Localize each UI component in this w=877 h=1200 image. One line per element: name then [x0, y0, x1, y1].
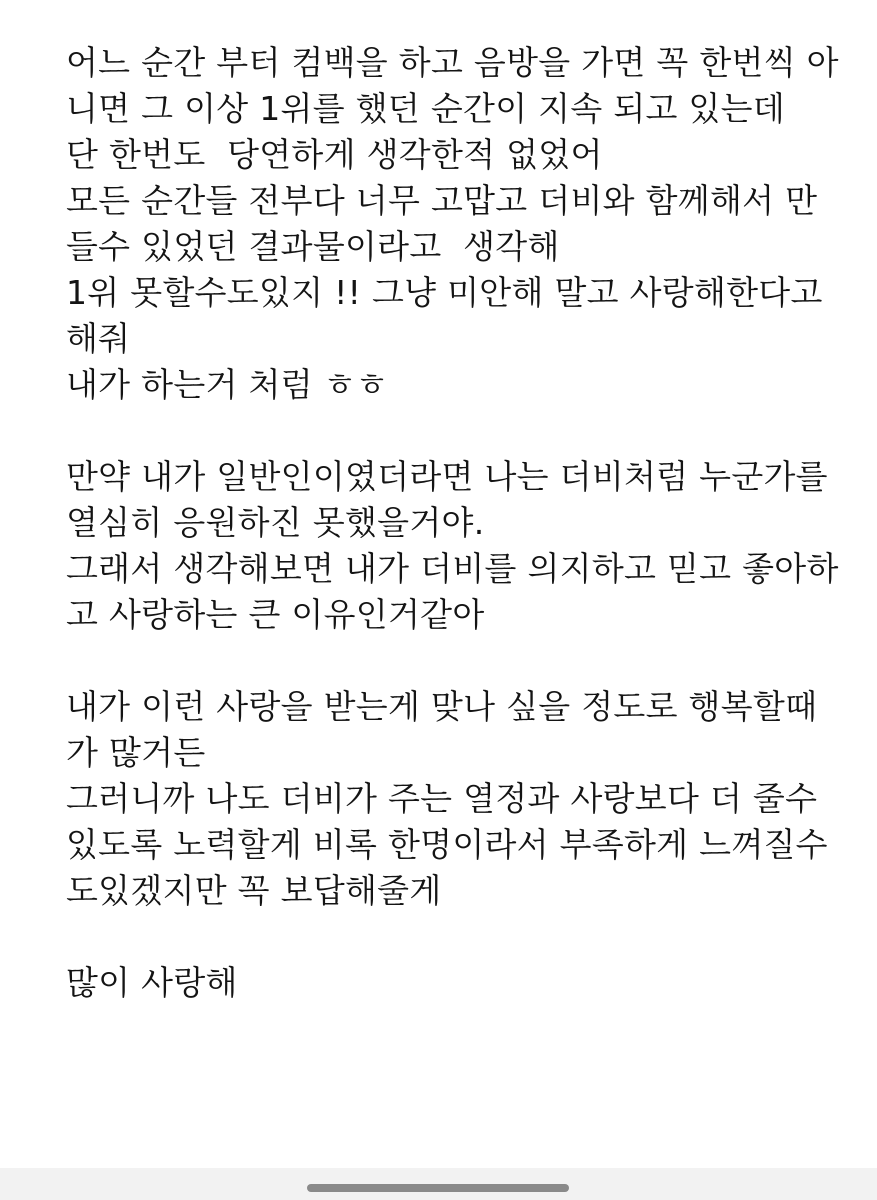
text-line: 그래서 생각해보면 내가 더비를 의지하고 믿고 좋아하 — [66, 549, 839, 588]
blank-line — [66, 638, 856, 684]
text-line: 있도록 노력할게 비록 한명이라서 부족하게 느껴질수 — [66, 825, 828, 864]
text-line: 열심히 응원하진 못했을거야. — [66, 503, 485, 542]
text-line: 모든 순간들 전부다 너무 고맙고 더비와 함께해서 만 — [66, 181, 818, 220]
text-line: 어느 순간 부터 컴백을 하고 음방을 가면 꼭 한번씩 아 — [66, 43, 839, 82]
text-line: 단 한번도 당연하게 생각한적 없었어 — [66, 135, 603, 174]
text-line: 니면 그 이상 1위를 했던 순간이 지속 되고 있는데 — [66, 89, 785, 128]
paragraph — [66, 454, 856, 638]
paragraph — [66, 960, 856, 1006]
text-line: 들수 있었던 결과물이라고 생각해 — [66, 227, 560, 266]
paragraph — [66, 40, 856, 408]
blank-line — [66, 408, 856, 454]
home-indicator[interactable] — [307, 1184, 569, 1192]
text-line: 내가 이런 사랑을 받는게 맞나 싶을 정도로 행복할때 — [66, 687, 818, 726]
text-line: 내가 하는거 처럼 ㅎㅎ — [66, 365, 388, 404]
navigation-bar — [0, 1168, 877, 1200]
paragraph — [66, 684, 856, 914]
text-line: 도있겠지만 꼭 보답해줄게 — [66, 871, 442, 910]
text-line: 고 사랑하는 큰 이유인거같아 — [66, 595, 485, 634]
text-line: 그러니까 나도 더비가 주는 열정과 사랑보다 더 줄수 — [66, 779, 818, 818]
blank-line — [66, 914, 856, 960]
memo-text-body[interactable] — [66, 40, 856, 1006]
text-line: 만약 내가 일반인이였더라면 나는 더비처럼 누군가를 — [66, 457, 828, 496]
text-line: 1위 못할수도있지 !! 그냥 미안해 말고 사랑해한다고 — [66, 273, 823, 312]
text-line: 해줘 — [66, 319, 131, 358]
text-line: 가 많거든 — [66, 733, 206, 772]
text-line: 많이 사랑해 — [66, 963, 238, 1002]
